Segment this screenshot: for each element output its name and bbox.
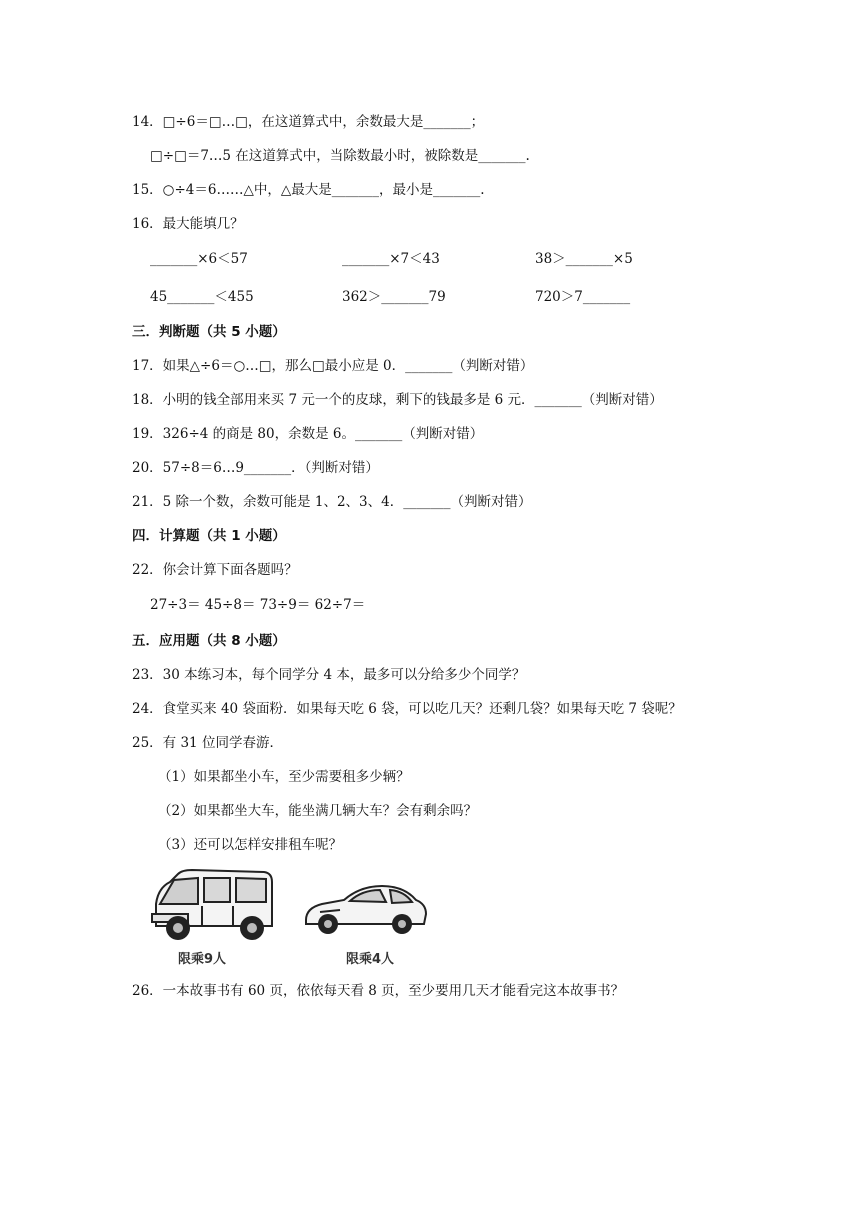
q20: 20．57÷8＝6…9_______．（判断对错） <box>132 460 379 476</box>
q22-title: 22．你会计算下面各题吗？ <box>132 562 298 578</box>
van-caption: 限乘9人 <box>178 952 227 967</box>
section-4-heading: 四．计算题（共 1 小题） <box>132 528 286 544</box>
q16-r2-c1: 45_______＜455 <box>150 289 254 305</box>
q25-sub3: （3）还可以怎样安排租车呢？ <box>158 837 343 853</box>
car-caption: 限乘4人 <box>346 952 395 967</box>
q26: 26．一本故事书有 60 页，依依每天看 8 页，至少要用几天才能看完这本故事书？ <box>132 983 625 999</box>
q16-r2-c2: 362＞_______79 <box>342 289 446 305</box>
q24: 24．食堂买来 40 袋面粉．如果每天吃 6 袋，可以吃几天？还剩几袋？如果每天吃 7 袋呢？ <box>132 701 682 717</box>
q16-r1-c1: _______×6＜57 <box>150 251 248 267</box>
q21: 21．5 除一个数，余数可能是 1、2、3、4．_______（判断对错） <box>132 494 532 510</box>
q25-sub1: （1）如果都坐小车，至少需要租多少辆？ <box>158 769 410 785</box>
q14-line1: 14．□÷6＝□…□，在这道算式中，余数最大是_______； <box>132 114 485 130</box>
q16-r1-c2: _______×7＜43 <box>342 251 440 267</box>
q18: 18．小明的钱全部用来买 7 元一个的皮球，剩下的钱最多是 6 元．_______（判断对错） <box>132 392 663 408</box>
q14-line2: □÷□＝7…5 在这道算式中，当除数最小时，被除数是_______. <box>150 148 530 164</box>
q25-title: 25．有 31 位同学春游． <box>132 735 283 751</box>
van-icon <box>148 864 278 944</box>
car-icon <box>300 874 430 944</box>
q16-r1-c3: 38＞_______×5 <box>535 251 633 267</box>
q22-expressions: 27÷3＝ 45÷8＝ 73÷9＝ 62÷7＝ <box>150 597 366 613</box>
section-5-heading: 五．应用题（共 8 小题） <box>132 633 286 649</box>
section-3-heading: 三．判断题（共 5 小题） <box>132 324 286 340</box>
q16-title: 16．最大能填几？ <box>132 216 244 232</box>
q15: 15．○÷4＝6……△中，△最大是_______，最小是_______. <box>132 182 485 198</box>
q16-r2-c3: 720＞7_______ <box>535 289 631 305</box>
q25-sub2: （2）如果都坐大车，能坐满几辆大车？会有剩余吗？ <box>158 803 478 819</box>
q23: 23．30 本练习本，每个同学分 4 本，最多可以分给多少个同学？ <box>132 667 526 683</box>
vehicle-illustration <box>148 864 430 968</box>
q19: 19．326÷4 的商是 80，余数是 6。_______（判断对错） <box>132 426 484 442</box>
q17: 17．如果△÷6＝○…□，那么□最小应是 0．_______（判断对错） <box>132 358 534 374</box>
